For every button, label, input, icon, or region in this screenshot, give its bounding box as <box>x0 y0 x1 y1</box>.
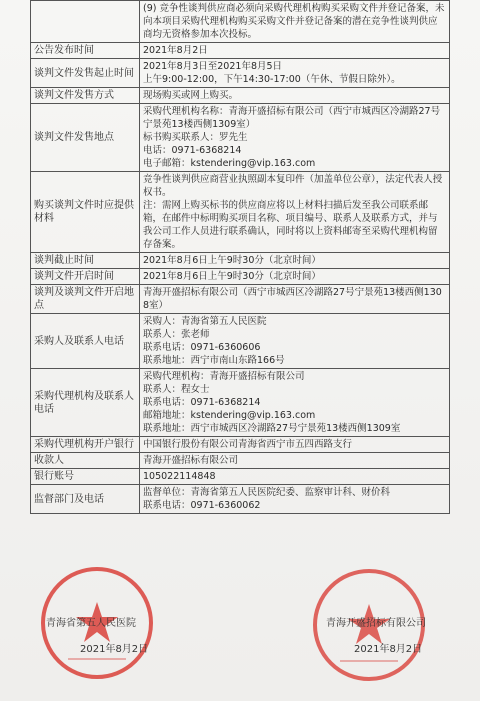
row-label: 采购代理机构及联系人电话 <box>31 369 140 437</box>
row-content <box>140 88 450 104</box>
row-content <box>140 437 450 453</box>
content-line: 青海开盛招标有限公司（西宁市城西区冷湖路27号宁景苑13楼西侧1308室） <box>143 287 442 311</box>
row-label <box>31 1 140 43</box>
content-line: 上午9:00-12:00，下午14:30-17:00（午休、节假日除外）。 <box>143 74 401 85</box>
table-row <box>31 59 450 88</box>
row-label: 谈判文件开启时间 <box>31 269 140 285</box>
row-label: 谈判文件发售地点 <box>31 104 140 172</box>
row-label: 谈判文件发售起止时间 <box>31 59 140 88</box>
row-content <box>140 485 450 514</box>
row-content <box>140 269 450 285</box>
table-row <box>31 269 450 285</box>
content-line: (9) 竞争性谈判供应商必须向采购代理机构购买采购文件并登记备案，未向本项目采购代理机构购买采购文件并登记备案的潜在竞争性谈判供应商均无资格参加本次投标。 <box>143 3 445 40</box>
table-row <box>31 314 450 369</box>
row-content <box>140 469 450 485</box>
row-content <box>140 59 450 88</box>
table-row <box>31 437 450 453</box>
row-label: 谈判及谈判文件开启地点 <box>31 285 140 314</box>
content-line: 注：需网上购买标书的供应商应将以上材料扫描后发至我公司联系邮箱，在邮件中标明购买项目名称、项目编号、联系人及联系方式，并与我公司工作人员进行联系确认，同时将以上资料邮寄至采购代理机构留存备案。 <box>143 200 438 250</box>
row-content <box>140 369 450 437</box>
row-content <box>140 253 450 269</box>
row-label: 谈判截止时间 <box>31 253 140 269</box>
content-line: 竞争性谈判供应商营业执照副本复印件（加盖单位公章），法定代表人授权书。 <box>143 174 443 198</box>
content-line: 2021年8月6日上午9时30分（北京时间） <box>143 255 321 266</box>
table-row <box>31 172 450 253</box>
content-line: 监督单位：青海省第五人民医院纪委、监察审计科、财价科 <box>143 487 391 498</box>
row-content <box>140 172 450 253</box>
content-line: 联系人：程女士 <box>143 384 210 395</box>
content-line: 标书购买联系人：罗先生 <box>143 132 248 143</box>
content-line: 2021年8月2日 <box>143 45 208 56</box>
row-content <box>140 43 450 59</box>
row-label: 谈判文件发售方式 <box>31 88 140 104</box>
row-label: 公告发布时间 <box>31 43 140 59</box>
row-label: 采购人及联系人电话 <box>31 314 140 369</box>
table-row <box>31 88 450 104</box>
row-content <box>140 453 450 469</box>
row-content <box>140 285 450 314</box>
content-line: 联系电话：0971-6368214 <box>143 397 261 408</box>
announcement-table <box>30 0 450 514</box>
right-signature-org: 青海开盛招标有限公司 <box>326 618 426 629</box>
table-row <box>31 43 450 59</box>
row-label: 监督部门及电话 <box>31 485 140 514</box>
content-line: 中国银行股份有限公司青海省西宁市五四西路支行 <box>143 439 353 450</box>
content-line: 青海开盛招标有限公司 <box>143 455 239 466</box>
row-content <box>140 1 450 43</box>
row-content <box>140 314 450 369</box>
content-line: 105022114848 <box>143 471 216 482</box>
row-label: 银行账号 <box>31 469 140 485</box>
table-row <box>31 369 450 437</box>
content-line: 邮箱地址：kstendering@vip.163.com <box>143 410 316 421</box>
row-label: 采购代理机构开户银行 <box>31 437 140 453</box>
content-line: 联系电话：0971-6360062 <box>143 500 261 511</box>
content-line: 现场购买或网上购买。 <box>143 90 239 101</box>
table-row <box>31 285 450 314</box>
content-line: 联系地址：西宁市南山东路166号 <box>143 355 285 366</box>
table-row <box>31 253 450 269</box>
content-line: 采购代理机构名称：青海开盛招标有限公司（西宁市城西区冷湖路27号宁景苑13楼西侧1309室） <box>143 106 441 130</box>
row-content <box>140 104 450 172</box>
table-row <box>31 104 450 172</box>
content-line: 采购代理机构：青海开盛招标有限公司 <box>143 371 305 382</box>
content-line: 2021年8月3日至2021年8月5日 <box>143 61 283 72</box>
table-row <box>31 469 450 485</box>
content-line: 电话：0971-6368214 <box>143 145 242 156</box>
content-line: 联系地址：西宁市城西区冷湖路27号宁景苑13楼西侧1309室 <box>143 423 401 434</box>
table-row <box>31 1 450 43</box>
row-label: 收款人 <box>31 453 140 469</box>
content-line: 联系电话：0971-6360606 <box>143 342 261 353</box>
row-label: 购买谈判文件时应提供材料 <box>31 172 140 253</box>
table-row <box>31 485 450 514</box>
left-signature-date: 2021年8月2日 <box>80 644 149 655</box>
signature-area <box>0 560 480 701</box>
content-line: 采购人：青海省第五人民医院 <box>143 316 267 327</box>
content-line: 联系人：张老师 <box>143 329 210 340</box>
content-line: 电子邮箱：kstendering@vip.163.com <box>143 158 316 169</box>
right-signature-date: 2021年8月2日 <box>354 644 423 655</box>
left-signature-org: 青海省第五人民医院 <box>46 618 136 629</box>
table-row <box>31 453 450 469</box>
content-line: 2021年8月6日上午9时30分（北京时间） <box>143 271 321 282</box>
